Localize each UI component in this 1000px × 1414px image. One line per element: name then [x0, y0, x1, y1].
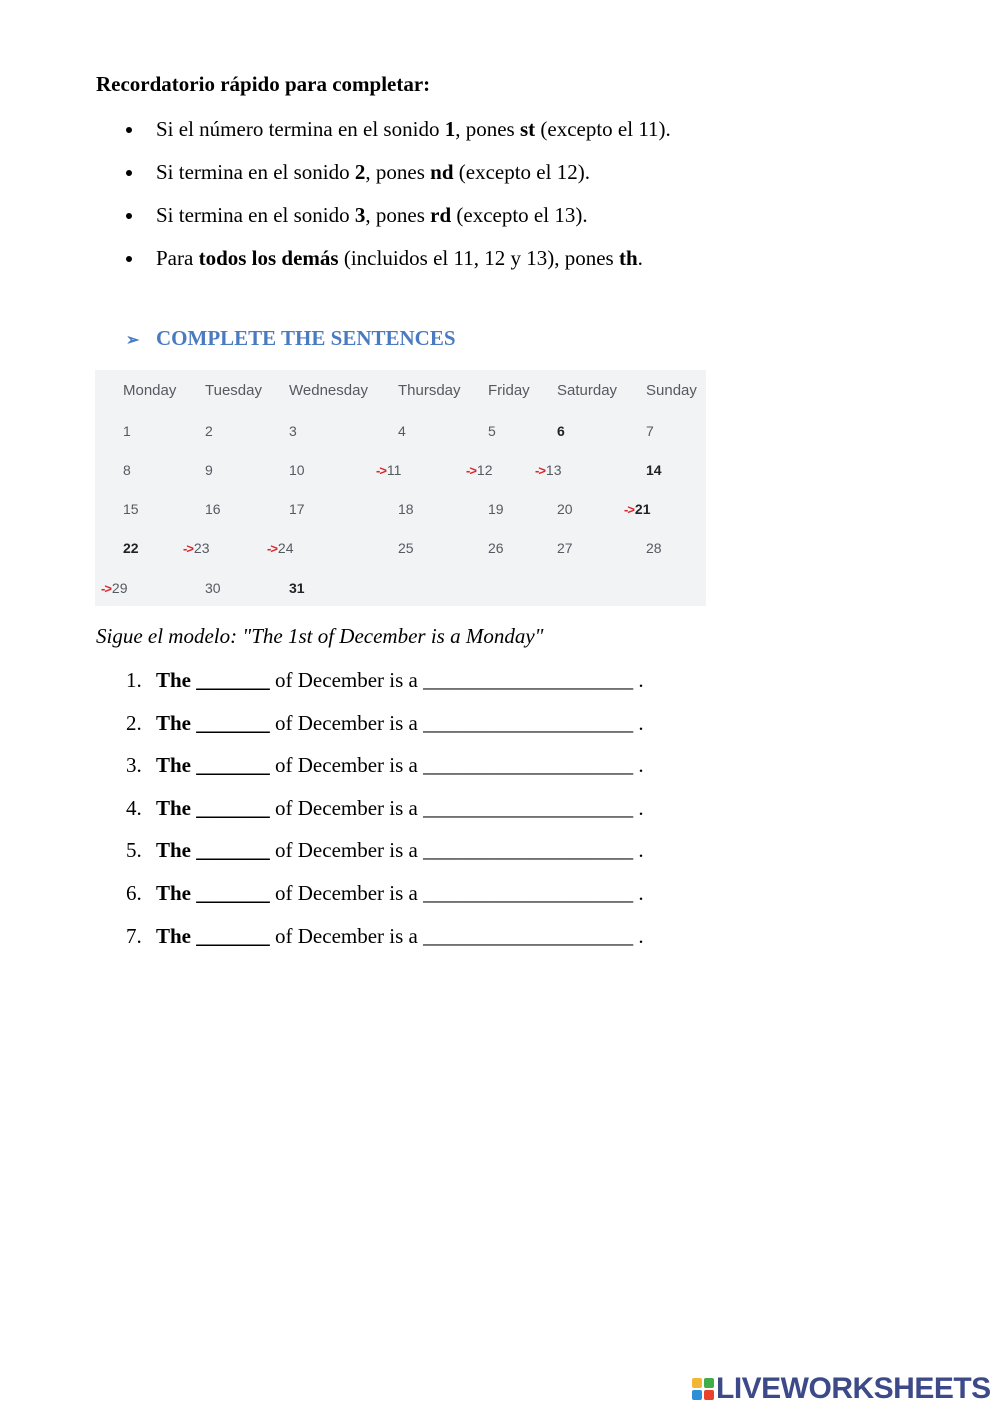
calendar-date: 20 — [557, 501, 573, 517]
calendar-date: ->13 — [535, 462, 562, 478]
calendar-day-header: Saturday — [557, 382, 618, 399]
reminder-title: Recordatorio rápido para completar: — [96, 72, 431, 96]
calendar-date: 15 — [123, 501, 139, 517]
calendar-day-header: Sunday — [646, 382, 697, 399]
ordinal-blank[interactable]: _______ — [196, 710, 270, 735]
ordinal-blank[interactable]: _______ — [196, 753, 270, 778]
exercise-item: 3. The _______ of December is a ____________________ . — [126, 753, 644, 778]
calendar-date: 16 — [205, 501, 221, 517]
calendar-day-header: Wednesday — [289, 382, 368, 399]
list-item: Para todos los demás (incluidos el 11, 12 y 13), pones th. — [120, 243, 671, 286]
red-arrow-icon: -> — [101, 581, 111, 596]
weekday-blank[interactable]: ____________________ — [423, 668, 634, 692]
section-title: COMPLETE THE SENTENCES — [156, 326, 456, 350]
bullet-icon — [126, 213, 132, 219]
calendar-date: ->24 — [267, 540, 294, 556]
bullet-icon — [126, 256, 132, 262]
red-arrow-icon: -> — [376, 463, 386, 478]
ordinal-blank[interactable]: _______ — [196, 880, 270, 905]
list-item: Si termina en el sonido 3, pones rd (excepto el 13). — [120, 200, 671, 243]
calendar-date: 25 — [398, 540, 414, 556]
calendar-day-header: Tuesday — [205, 382, 262, 399]
liveworksheets-logo — [692, 1372, 991, 1406]
weekday-blank[interactable]: ____________________ — [423, 880, 634, 905]
weekday-blank[interactable]: ____________________ — [423, 795, 634, 820]
calendar-date: 5 — [488, 423, 496, 439]
calendar-date: 4 — [398, 423, 406, 439]
exercise-item: 6. The _______ of December is a ____________________ . — [126, 880, 644, 905]
calendar-day-header: Monday — [123, 382, 177, 399]
calendar-date: 17 — [289, 501, 305, 517]
logo-text: LIVEWORKSHEETS — [716, 1372, 991, 1405]
exercise-item: 4. The _______ of December is a ____________________ . — [126, 795, 644, 820]
red-arrow-icon: -> — [466, 463, 476, 478]
calendar-date: 7 — [646, 423, 654, 439]
calendar-day-header: Thursday — [398, 382, 461, 399]
calendar-date: 19 — [488, 501, 504, 517]
bullet-icon — [126, 127, 132, 133]
calendar-date: ->23 — [183, 540, 210, 556]
calendar-date: 14 — [646, 462, 662, 478]
weekday-blank[interactable]: ____________________ — [423, 838, 634, 863]
arrow-bullet-icon: ➢ — [126, 332, 140, 349]
ordinal-blank[interactable]: _______ — [196, 838, 270, 863]
red-arrow-icon: -> — [267, 541, 277, 556]
exercise-list — [126, 666, 644, 964]
calendar-date: 28 — [646, 540, 662, 556]
weekday-blank[interactable]: ____________________ — [423, 923, 634, 948]
list-item: Si termina en el sonido 2, pones nd (excepto el 12). — [120, 157, 671, 200]
calendar-date: ->12 — [466, 462, 493, 478]
logo-mark-icon — [692, 1378, 714, 1400]
ordinal-blank[interactable]: _______ — [196, 923, 270, 948]
calendar-date: 26 — [488, 540, 504, 556]
calendar-day-header: Friday — [488, 382, 530, 399]
calendar-date: 2 — [205, 423, 213, 439]
exercise-item: 2. The _______ of December is a ____________________ . — [126, 710, 644, 735]
calendar-date: 22 — [123, 540, 139, 556]
red-arrow-icon: -> — [535, 463, 545, 478]
exercise-item: 7. The _______ of December is a ____________________ . — [126, 923, 644, 948]
weekday-blank[interactable]: ____________________ — [423, 753, 634, 778]
calendar-date: 9 — [205, 462, 213, 478]
calendar-date: 31 — [289, 580, 305, 596]
december-calendar — [95, 370, 706, 606]
calendar-date: 18 — [398, 501, 414, 517]
calendar-date: ->29 — [101, 580, 128, 596]
bullet-icon — [126, 170, 132, 176]
ordinal-blank[interactable]: _______ — [196, 668, 270, 692]
list-item: Si el número termina en el sonido 1, pones st (excepto el 11). — [120, 114, 671, 157]
calendar-date: 6 — [557, 423, 565, 439]
red-arrow-icon: -> — [183, 541, 193, 556]
section-heading — [126, 326, 456, 351]
calendar-date: 8 — [123, 462, 131, 478]
exercise-item: 5. The _______ of December is a ____________________ . — [126, 838, 644, 863]
reminder-list — [120, 114, 671, 286]
calendar-date: 3 — [289, 423, 297, 439]
calendar-date: 1 — [123, 423, 131, 439]
red-arrow-icon: -> — [624, 502, 634, 517]
calendar-date: 30 — [205, 580, 221, 596]
weekday-blank[interactable]: ____________________ — [423, 710, 634, 735]
calendar-date: ->21 — [624, 501, 651, 517]
ordinal-blank[interactable]: _______ — [196, 795, 270, 820]
calendar-date: ->11 — [376, 462, 402, 478]
exercise-item: 1. The _______ of December is a ____________________ . — [126, 668, 644, 692]
model-sentence: Sigue el modelo: "The 1st of December is a Monday" — [96, 624, 544, 648]
calendar-date: 10 — [289, 462, 305, 478]
calendar-date: 27 — [557, 540, 573, 556]
